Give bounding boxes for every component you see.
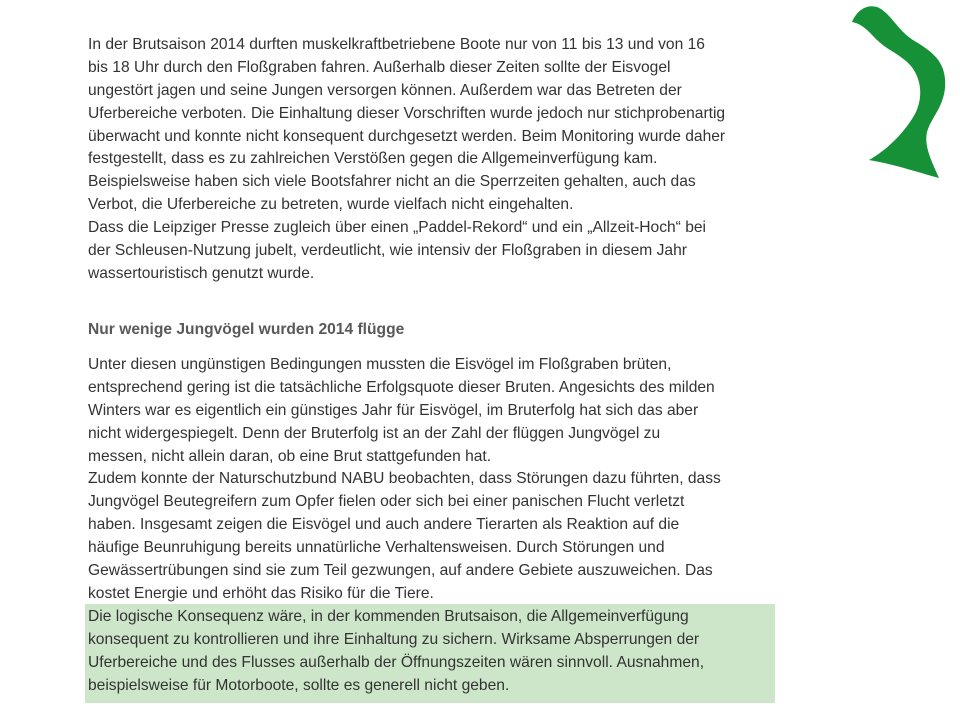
text-line: festgestellt, dass es zu zahlreichen Verstößen gegen die Allgemeinverfügung kam. [88,150,658,168]
text-line: haben. Insgesamt zeigen die Eisvögel und auch andere Tierarten als Reaktion auf die [88,516,680,534]
text-line: entsprechend gering ist die tatsächliche Erfolgsquote dieser Bruten. Angesichts des milden [88,378,715,396]
text-line: Verbot, die Uferbereiche zu betreten, wurde vielfach nicht eingehalten. [88,196,574,214]
text-line: konsequent zu kontrollieren und ihre Einhaltung zu sichern. Wirksame Absperrungen der [88,630,700,648]
river-logo-icon [845,0,955,185]
text-line: Jungvögel Beutegreifern zum Opfer fielen oder sich bei einer panischen Flucht verletzt [88,493,685,511]
paragraph-brutsaison [88,34,725,286]
text-line: Zudem konnte der Naturschutzbund NABU beobachten, dass Störungen dazu führten, dass [88,470,721,488]
text-line: Uferbereiche verboten. Die Einhaltung dieser Vorschriften wurde jedoch nur stichprobenartig [88,104,726,122]
text-line: bis 18 Uhr durch den Floßgraben fahren. Außerhalb dieser Zeiten sollte der Eisvogel [88,58,671,76]
text-line: Unter diesen ungünstigen Bedingungen mussten die Eisvögel im Floßgraben brüten, [88,356,672,373]
text-line: Die logische Konsequenz wäre, in der kommenden Brutsaison, die Allgemeinverfügung [88,607,689,625]
text-line: beispielsweise für Motorboote, sollte es generell nicht geben. [88,676,510,694]
highlight-text [88,605,704,697]
paragraph-jungvoegel [88,354,721,606]
text-line: wassertouristisch genutzt wurde. [88,264,315,282]
text-line: nicht widergespiegelt. Denn der Bruterfolg ist an der Zahl der flüggen Jungvögel zu [88,424,661,442]
text-line: Uferbereiche und des Flusses außerhalb der Öffnungszeiten wären sinnvoll. Ausnahmen, [88,653,705,671]
text-line: überwacht und konnte nicht konsequent durchgesetzt werden. Beim Monitoring wurde daher [88,127,726,145]
text-line: ungestört jagen und seine Jungen versorgen können. Außerdem war das Betreten der [88,81,682,99]
section-heading: Nur wenige Jungvögel wurden 2014 flügge [88,321,405,338]
text-line: Gewässertrübungen sind sie zum Teil gezwungen, auf andere Gebiete auszuweichen. Das [88,562,713,580]
text-line: Dass die Leipziger Presse zugleich über einen „Paddel-Rekord“ und ein „Allzeit-Hoch“ bei [88,219,707,237]
text-line: Winters war es eigentlich ein günstiges Jahr für Eisvögel, im Bruterfolg hat sich das aber [88,401,699,419]
text-line: messen, nicht allein daran, ob eine Brut stattgefunden hat. [88,447,492,465]
text-line: In der Brutsaison 2014 durften muskelkraftbetriebene Boote nur von 11 bis 13 und von 16 [88,36,705,53]
text-line: kostet Energie und erhöht das Risiko für die Tiere. [88,584,434,602]
text-line: der Schleusen-Nutzung jubelt, verdeutlicht, wie intensiv der Floßgraben in diesem Jahr [88,242,687,260]
text-line: häufige Beunruhigung bereits unnatürliche Verhaltensweisen. Durch Störungen und [88,539,665,557]
highlight-box [85,604,775,703]
text-line: Beispielsweise haben sich viele Bootsfahrer nicht an die Sperrzeiten gehalten, auch das [88,173,696,191]
